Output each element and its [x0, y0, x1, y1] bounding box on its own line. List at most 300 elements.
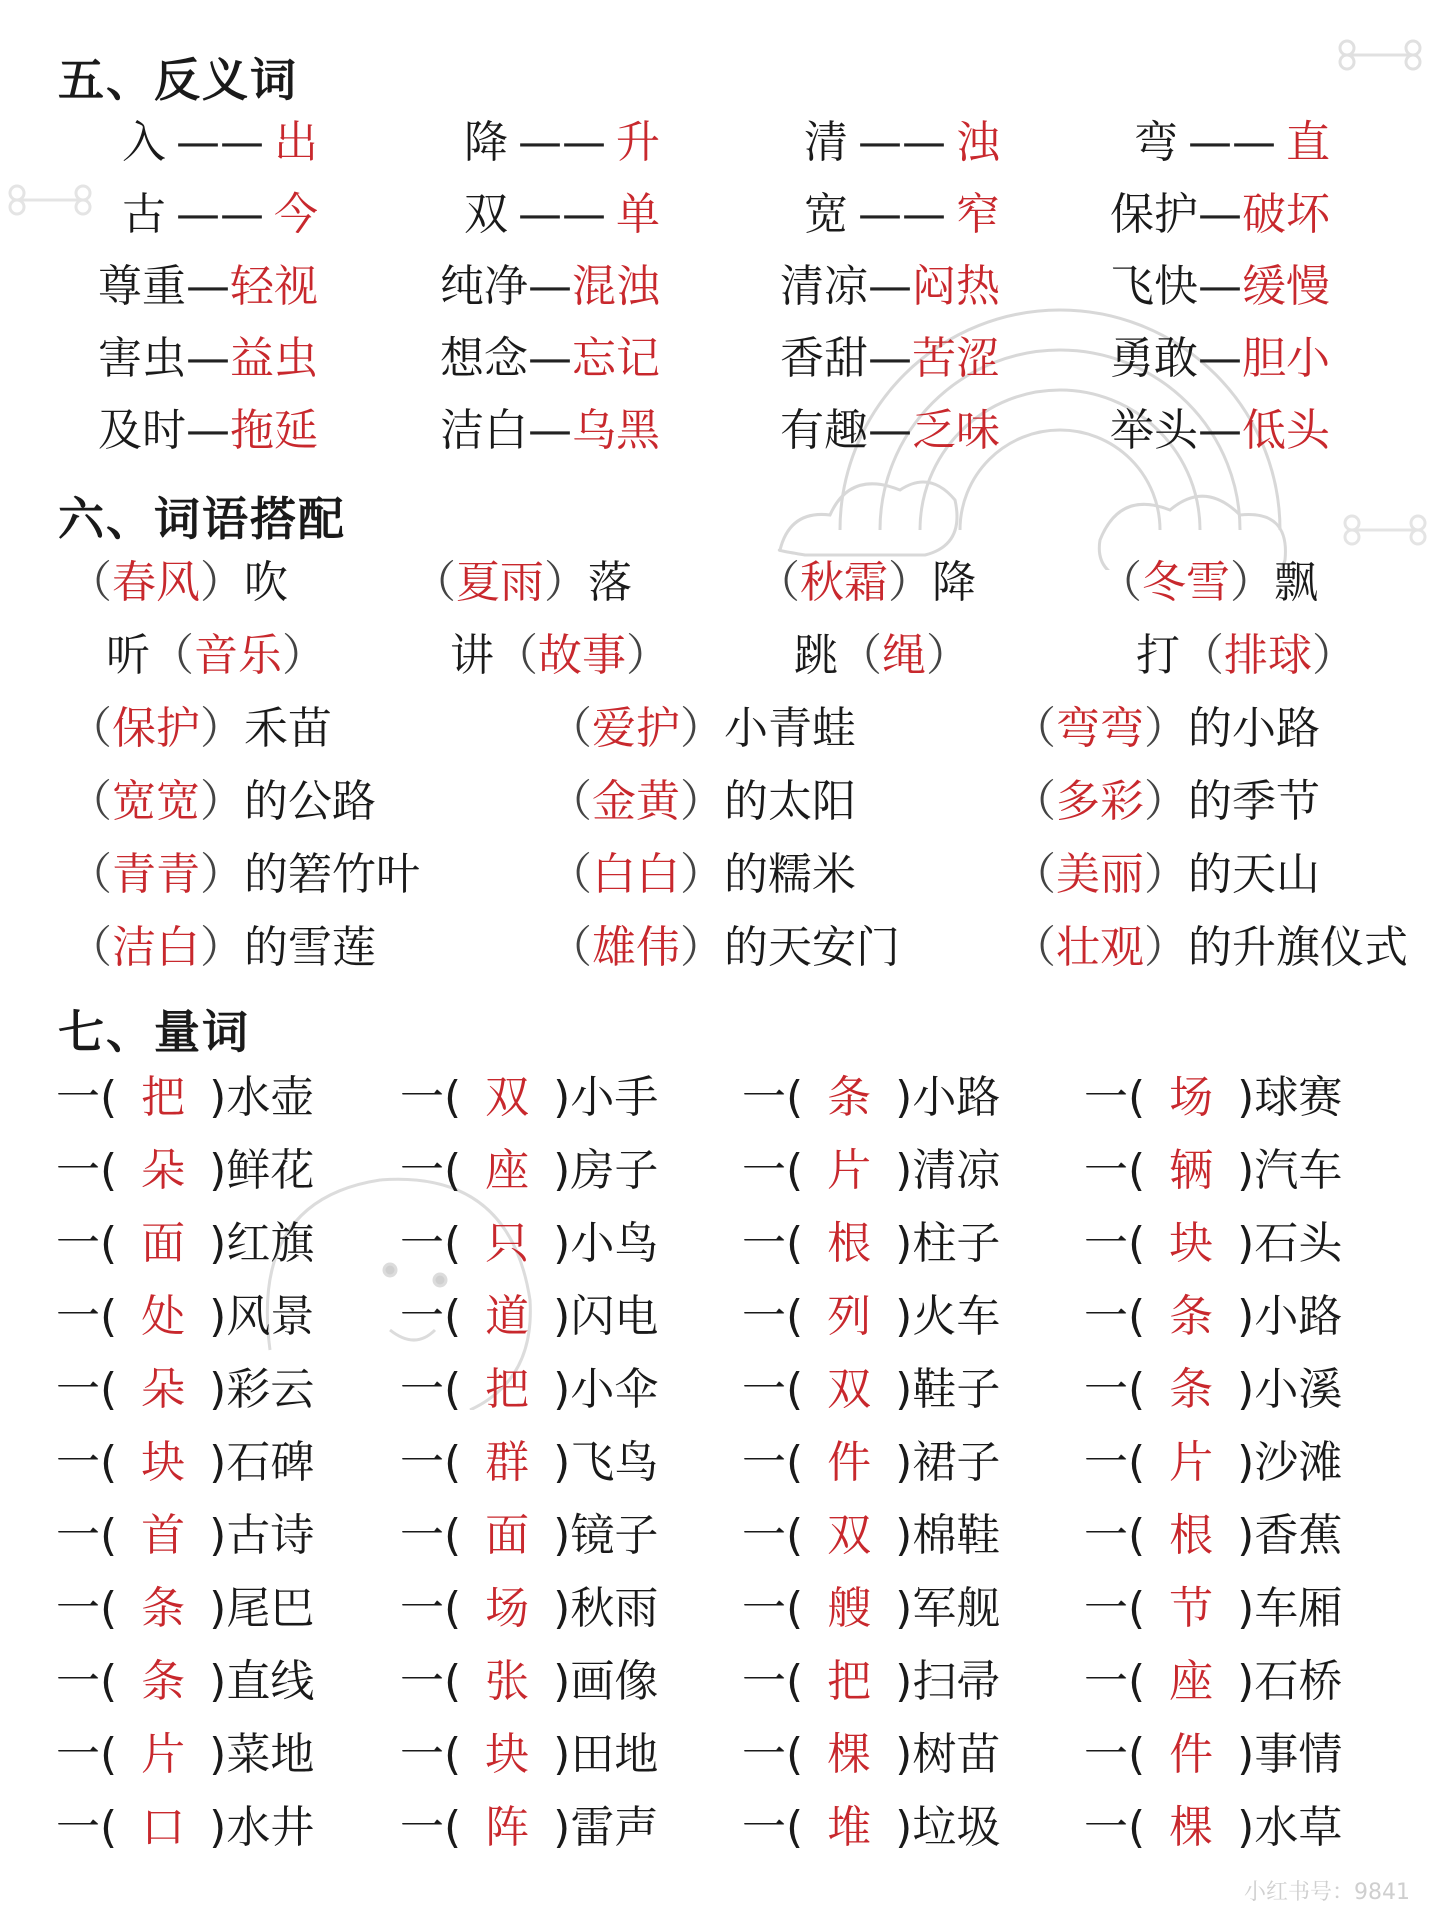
collocation-item: [548, 694, 856, 764]
measure-word-item: [56, 1355, 314, 1425]
close-paren: ): [209, 1145, 227, 1196]
open-paren: （: [548, 922, 592, 973]
close-paren: ）: [926, 630, 970, 681]
antonym-dash: ——: [858, 189, 946, 240]
antonym-word: 清凉: [780, 261, 868, 312]
measure-noun: 鞋子: [912, 1364, 1001, 1415]
measure-word-item: [742, 1209, 1000, 1279]
close-paren: ): [895, 1072, 913, 1123]
antonym-row: [0, 180, 1440, 250]
antonym-pair: [780, 324, 1000, 394]
close-paren: ): [209, 1218, 227, 1269]
measure-word-item: [1084, 1355, 1342, 1425]
close-paren: ）: [888, 557, 932, 608]
measure-prefix: 一(: [56, 1072, 118, 1123]
measure-word-answer: 条: [1169, 1364, 1214, 1415]
measure-word-answer: 首: [141, 1510, 186, 1561]
measure-prefix: 一(: [56, 1364, 118, 1415]
measure-word-row: [0, 1574, 1440, 1644]
collocation-item: [68, 694, 332, 764]
close-paren: ）: [200, 922, 244, 973]
close-paren: ): [1237, 1364, 1255, 1415]
antonym-answer: 单: [616, 189, 660, 240]
collocation-item: [68, 913, 376, 983]
open-paren: （: [68, 776, 112, 827]
measure-word-answer: 棵: [1169, 1802, 1214, 1853]
collocation-answer: 排球: [1224, 630, 1312, 681]
collocation-item: [1012, 840, 1320, 910]
measure-word-item: [742, 1574, 1000, 1644]
measure-word-answer: 堆: [827, 1802, 872, 1853]
measure-noun: 风景: [226, 1291, 315, 1342]
measure-word-answer: 节: [1169, 1583, 1214, 1634]
measure-noun: 石头: [1254, 1218, 1343, 1269]
antonym-answer: 缓慢: [1242, 261, 1330, 312]
measure-prefix: 一(: [742, 1291, 804, 1342]
measure-word-item: [400, 1647, 658, 1717]
measure-word-answer: 朵: [141, 1364, 186, 1415]
antonym-pair: [464, 108, 660, 178]
antonym-dash: ——: [518, 189, 606, 240]
antonym-answer: 拖延: [230, 405, 318, 456]
antonym-answer: 浊: [956, 117, 1000, 168]
measure-prefix: 一(: [400, 1437, 462, 1488]
collocation-item: [68, 840, 420, 910]
measure-prefix: 一(: [56, 1291, 118, 1342]
open-paren: （: [548, 849, 592, 900]
measure-word-item: [742, 1793, 1000, 1863]
close-paren: ): [1237, 1729, 1255, 1780]
close-paren: ): [209, 1510, 227, 1561]
measure-prefix: 一(: [1084, 1145, 1146, 1196]
measure-noun: 扫帚: [912, 1656, 1001, 1707]
measure-prefix: 一(: [1084, 1364, 1146, 1415]
measure-prefix: 一(: [1084, 1218, 1146, 1269]
collocation-item: [1098, 548, 1318, 618]
measure-noun: 汽车: [1254, 1145, 1343, 1196]
close-paren: ): [895, 1510, 913, 1561]
antonym-answer: 混浊: [572, 261, 660, 312]
measure-word-answer: 列: [827, 1291, 872, 1342]
measure-prefix: 一(: [742, 1145, 804, 1196]
measure-word-item: [1084, 1063, 1342, 1133]
collocation-suffix: 的季节: [1188, 776, 1320, 827]
antonym-pair: [1110, 324, 1330, 394]
antonym-dash: ——: [858, 117, 946, 168]
collocation-answer: 宽宽: [112, 776, 200, 827]
collocation-suffix: 的天山: [1188, 849, 1320, 900]
measure-word-item: [1084, 1282, 1342, 1352]
measure-noun: 小路: [912, 1072, 1001, 1123]
collocation-item: [756, 548, 976, 618]
collocation-suffix: 禾苗: [244, 703, 332, 754]
collocation-answer: 洁白: [112, 922, 200, 973]
antonym-dash: —: [528, 405, 572, 456]
measure-word-answer: 朵: [141, 1145, 186, 1196]
collocation-answer: 冬雪: [1142, 557, 1230, 608]
measure-word-answer: 面: [485, 1510, 530, 1561]
collocation-suffix: 吹: [244, 557, 288, 608]
measure-noun: 事情: [1254, 1729, 1343, 1780]
measure-noun: 清凉: [912, 1145, 1001, 1196]
antonym-dash: —: [1198, 189, 1242, 240]
close-paren: ): [895, 1802, 913, 1853]
measure-word-answer: 件: [827, 1437, 872, 1488]
antonym-word: 弯: [1134, 117, 1178, 168]
antonym-word: 举头: [1110, 405, 1198, 456]
collocation-suffix: 的糯米: [724, 849, 856, 900]
open-paren: （: [68, 922, 112, 973]
antonym-word: 想念: [440, 333, 528, 384]
measure-prefix: 一(: [400, 1656, 462, 1707]
antonym-pair: [780, 252, 1000, 322]
measure-word-item: [56, 1063, 314, 1133]
measure-prefix: 一(: [400, 1218, 462, 1269]
collocation-item: [1012, 913, 1408, 983]
measure-noun: 红旗: [226, 1218, 315, 1269]
measure-word-item: [742, 1355, 1000, 1425]
collocation-suffix: 的太阳: [724, 776, 856, 827]
close-paren: ): [1237, 1291, 1255, 1342]
close-paren: ): [553, 1656, 571, 1707]
measure-prefix: 一(: [56, 1145, 118, 1196]
close-paren: ): [209, 1072, 227, 1123]
measure-prefix: 一(: [1084, 1072, 1146, 1123]
close-paren: ): [895, 1291, 913, 1342]
measure-noun: 车厢: [1254, 1583, 1343, 1634]
antonym-dash: —: [1198, 333, 1242, 384]
measure-word-item: [742, 1428, 1000, 1498]
measure-word-item: [742, 1282, 1000, 1352]
measure-word-item: [400, 1501, 658, 1571]
antonym-word: 及时: [98, 405, 186, 456]
measure-prefix: 一(: [742, 1072, 804, 1123]
measure-noun: 水壶: [226, 1072, 315, 1123]
measure-noun: 菜地: [226, 1729, 315, 1780]
close-paren: ): [895, 1656, 913, 1707]
measure-noun: 沙滩: [1254, 1437, 1343, 1488]
antonym-answer: 苦涩: [912, 333, 1000, 384]
antonym-pair: [440, 324, 660, 394]
collocation-item: [548, 767, 856, 837]
measure-noun: 飞鸟: [570, 1437, 659, 1488]
measure-noun: 小鸟: [570, 1218, 659, 1269]
measure-prefix: 一(: [1084, 1583, 1146, 1634]
measure-word-item: [56, 1647, 314, 1717]
antonym-pair: [440, 252, 660, 322]
open-paren: （: [68, 703, 112, 754]
measure-word-row: [0, 1793, 1440, 1863]
close-paren: ）: [1144, 849, 1188, 900]
measure-noun: 秋雨: [570, 1583, 659, 1634]
measure-word-row: [0, 1063, 1440, 1133]
measure-noun: 小手: [570, 1072, 659, 1123]
antonym-dash: ——: [1188, 117, 1276, 168]
antonym-row: [0, 396, 1440, 466]
collocation-answer: 金黄: [592, 776, 680, 827]
close-paren: ）: [1144, 776, 1188, 827]
antonym-word: 清: [804, 117, 848, 168]
collocation-answer: 雄伟: [592, 922, 680, 973]
measure-word-answer: 艘: [827, 1583, 872, 1634]
collocation-suffix: 小青蛙: [724, 703, 856, 754]
close-paren: ）: [200, 703, 244, 754]
measure-word-item: [1084, 1793, 1342, 1863]
antonym-pair: [804, 180, 1000, 250]
collocation-row: [0, 621, 1440, 691]
close-paren: ): [553, 1145, 571, 1196]
measure-prefix: 一(: [56, 1218, 118, 1269]
measure-prefix: 一(: [56, 1510, 118, 1561]
close-paren: ）: [680, 776, 724, 827]
measure-noun: 小溪: [1254, 1364, 1343, 1415]
measure-word-item: [400, 1355, 658, 1425]
collocation-item: [1012, 767, 1320, 837]
measure-noun: 垃圾: [912, 1802, 1001, 1853]
measure-word-item: [1084, 1136, 1342, 1206]
antonym-dash: —: [528, 261, 572, 312]
measure-word-answer: 座: [1169, 1656, 1214, 1707]
measure-prefix: 一(: [742, 1656, 804, 1707]
measure-prefix: 一(: [742, 1583, 804, 1634]
collocation-answer: 绳: [882, 630, 926, 681]
collocation-item: [68, 548, 288, 618]
close-paren: ): [553, 1802, 571, 1853]
measure-word-item: [1084, 1428, 1342, 1498]
measure-word-answer: 件: [1169, 1729, 1214, 1780]
open-paren: （: [68, 849, 112, 900]
measure-noun: 鲜花: [226, 1145, 315, 1196]
measure-prefix: 一(: [56, 1802, 118, 1853]
close-paren: ): [1237, 1145, 1255, 1196]
measure-word-answer: 辆: [1169, 1145, 1214, 1196]
collocation-suffix: 的小路: [1188, 703, 1320, 754]
measure-prefix: 一(: [1084, 1729, 1146, 1780]
measure-word-answer: 条: [141, 1656, 186, 1707]
measure-word-answer: 块: [141, 1437, 186, 1488]
measure-word-item: [56, 1282, 314, 1352]
measure-noun: 火车: [912, 1291, 1001, 1342]
section-title-antonyms: 五、反义词: [58, 53, 298, 107]
close-paren: ): [209, 1729, 227, 1780]
antonym-word: 有趣: [780, 405, 868, 456]
antonym-pair: [440, 396, 660, 466]
antonym-answer: 闷热: [912, 261, 1000, 312]
measure-word-answer: 条: [827, 1072, 872, 1123]
collocation-item: [450, 621, 670, 691]
measure-word-answer: 片: [1169, 1437, 1214, 1488]
antonym-word: 保护: [1110, 189, 1198, 240]
antonym-word: 香甜: [780, 333, 868, 384]
measure-prefix: 一(: [742, 1364, 804, 1415]
measure-word-answer: 根: [1169, 1510, 1214, 1561]
measure-noun: 画像: [570, 1656, 659, 1707]
measure-word-row: [0, 1209, 1440, 1279]
collocation-answer: 音乐: [194, 630, 282, 681]
measure-word-answer: 把: [141, 1072, 186, 1123]
measure-prefix: 一(: [400, 1510, 462, 1561]
antonym-word: 古: [122, 189, 166, 240]
open-paren: （: [1098, 557, 1142, 608]
collocation-row: [0, 840, 1440, 910]
collocation-answer: 秋霜: [800, 557, 888, 608]
antonym-pair: [122, 180, 318, 250]
measure-prefix: 一(: [1084, 1656, 1146, 1707]
close-paren: ）: [200, 557, 244, 608]
close-paren: ): [553, 1364, 571, 1415]
measure-word-answer: 块: [1169, 1218, 1214, 1269]
measure-word-item: [742, 1063, 1000, 1133]
measure-prefix: 一(: [1084, 1291, 1146, 1342]
collocation-answer: 美丽: [1056, 849, 1144, 900]
close-paren: ）: [282, 630, 326, 681]
watermark: 小红书号：9841: [1244, 1880, 1410, 1905]
antonym-pair: [122, 108, 318, 178]
open-paren: （: [1180, 630, 1224, 681]
open-paren: （: [548, 703, 592, 754]
collocation-answer: 白白: [592, 849, 680, 900]
measure-word-answer: 双: [827, 1510, 872, 1561]
measure-word-item: [56, 1136, 314, 1206]
measure-noun: 小路: [1254, 1291, 1343, 1342]
antonym-word: 尊重: [98, 261, 186, 312]
measure-prefix: 一(: [1084, 1802, 1146, 1853]
antonym-answer: 出: [274, 117, 318, 168]
close-paren: ）: [680, 703, 724, 754]
measure-word-answer: 把: [485, 1364, 530, 1415]
close-paren: ): [553, 1218, 571, 1269]
measure-noun: 石碑: [226, 1437, 315, 1488]
open-paren: （: [68, 557, 112, 608]
antonym-answer: 破坏: [1242, 189, 1330, 240]
close-paren: ): [209, 1656, 227, 1707]
measure-word-row: [0, 1501, 1440, 1571]
open-paren: （: [1012, 776, 1056, 827]
measure-word-item: [56, 1501, 314, 1571]
measure-prefix: 一(: [1084, 1510, 1146, 1561]
antonym-answer: 乏味: [912, 405, 1000, 456]
collocation-row: [0, 913, 1440, 983]
close-paren: ）: [1230, 557, 1274, 608]
open-paren: （: [1012, 849, 1056, 900]
collocation-suffix: 落: [588, 557, 632, 608]
measure-word-answer: 场: [485, 1583, 530, 1634]
close-paren: ): [895, 1437, 913, 1488]
measure-noun: 小伞: [570, 1364, 659, 1415]
measure-word-answer: 场: [1169, 1072, 1214, 1123]
antonym-word: 勇敢: [1110, 333, 1198, 384]
antonym-dash: —: [1198, 405, 1242, 456]
collocation-row: [0, 767, 1440, 837]
measure-noun: 雷声: [570, 1802, 659, 1853]
measure-word-row: [0, 1282, 1440, 1352]
antonym-answer: 益虫: [230, 333, 318, 384]
collocation-suffix: 的公路: [244, 776, 376, 827]
collocation-item: [106, 621, 326, 691]
measure-noun: 水草: [1254, 1802, 1343, 1853]
measure-word-row: [0, 1428, 1440, 1498]
measure-prefix: 一(: [400, 1145, 462, 1196]
close-paren: ): [1237, 1510, 1255, 1561]
measure-noun: 彩云: [226, 1364, 315, 1415]
collocation-item: [412, 548, 632, 618]
measure-word-item: [1084, 1574, 1342, 1644]
measure-word-row: [0, 1136, 1440, 1206]
measure-noun: 裙子: [912, 1437, 1001, 1488]
antonym-dash: —: [1198, 261, 1242, 312]
measure-word-answer: 道: [485, 1291, 530, 1342]
antonym-dash: —: [528, 333, 572, 384]
close-paren: ): [209, 1583, 227, 1634]
antonym-pair: [98, 252, 318, 322]
measure-word-item: [1084, 1209, 1342, 1279]
measure-noun: 镜子: [570, 1510, 659, 1561]
measure-word-item: [56, 1574, 314, 1644]
close-paren: ): [553, 1437, 571, 1488]
close-paren: ): [209, 1802, 227, 1853]
collocation-suffix: 飘: [1274, 557, 1318, 608]
collocation-prefix: 讲: [450, 630, 494, 681]
antonym-pair: [464, 180, 660, 250]
collocation-answer: 春风: [112, 557, 200, 608]
open-paren: （: [756, 557, 800, 608]
section-title-measure-words: 七、量词: [58, 1005, 250, 1059]
measure-prefix: 一(: [742, 1437, 804, 1488]
collocation-prefix: 打: [1136, 630, 1180, 681]
antonym-dash: —: [868, 405, 912, 456]
collocation-suffix: 的雪莲: [244, 922, 376, 973]
measure-noun: 香蕉: [1254, 1510, 1343, 1561]
close-paren: ): [895, 1583, 913, 1634]
antonym-word: 双: [464, 189, 508, 240]
measure-prefix: 一(: [400, 1729, 462, 1780]
measure-prefix: 一(: [56, 1656, 118, 1707]
measure-word-item: [400, 1793, 658, 1863]
collocation-item: [548, 913, 900, 983]
antonym-dash: ——: [176, 117, 264, 168]
close-paren: ): [895, 1364, 913, 1415]
measure-prefix: 一(: [400, 1802, 462, 1853]
collocation-item: [548, 840, 856, 910]
collocation-answer: 多彩: [1056, 776, 1144, 827]
measure-word-item: [1084, 1720, 1342, 1790]
antonym-dash: —: [186, 405, 230, 456]
open-paren: （: [1012, 703, 1056, 754]
measure-word-answer: 把: [827, 1656, 872, 1707]
antonym-word: 飞快: [1110, 261, 1198, 312]
close-paren: ）: [1144, 922, 1188, 973]
open-paren: （: [412, 557, 456, 608]
close-paren: ): [1237, 1437, 1255, 1488]
measure-word-item: [400, 1209, 658, 1279]
collocation-suffix: 的天安门: [724, 922, 900, 973]
open-paren: （: [494, 630, 538, 681]
measure-word-item: [400, 1720, 658, 1790]
close-paren: ): [1237, 1802, 1255, 1853]
measure-word-row: [0, 1720, 1440, 1790]
antonym-answer: 窄: [956, 189, 1000, 240]
close-paren: ): [209, 1364, 227, 1415]
section-title-collocations: 六、词语搭配: [58, 492, 346, 546]
close-paren: ): [1237, 1218, 1255, 1269]
antonym-dash: —: [186, 333, 230, 384]
close-paren: ）: [200, 776, 244, 827]
measure-word-item: [400, 1574, 658, 1644]
measure-word-answer: 面: [141, 1218, 186, 1269]
measure-word-answer: 双: [485, 1072, 530, 1123]
close-paren: ）: [1144, 703, 1188, 754]
close-paren: ）: [1312, 630, 1356, 681]
